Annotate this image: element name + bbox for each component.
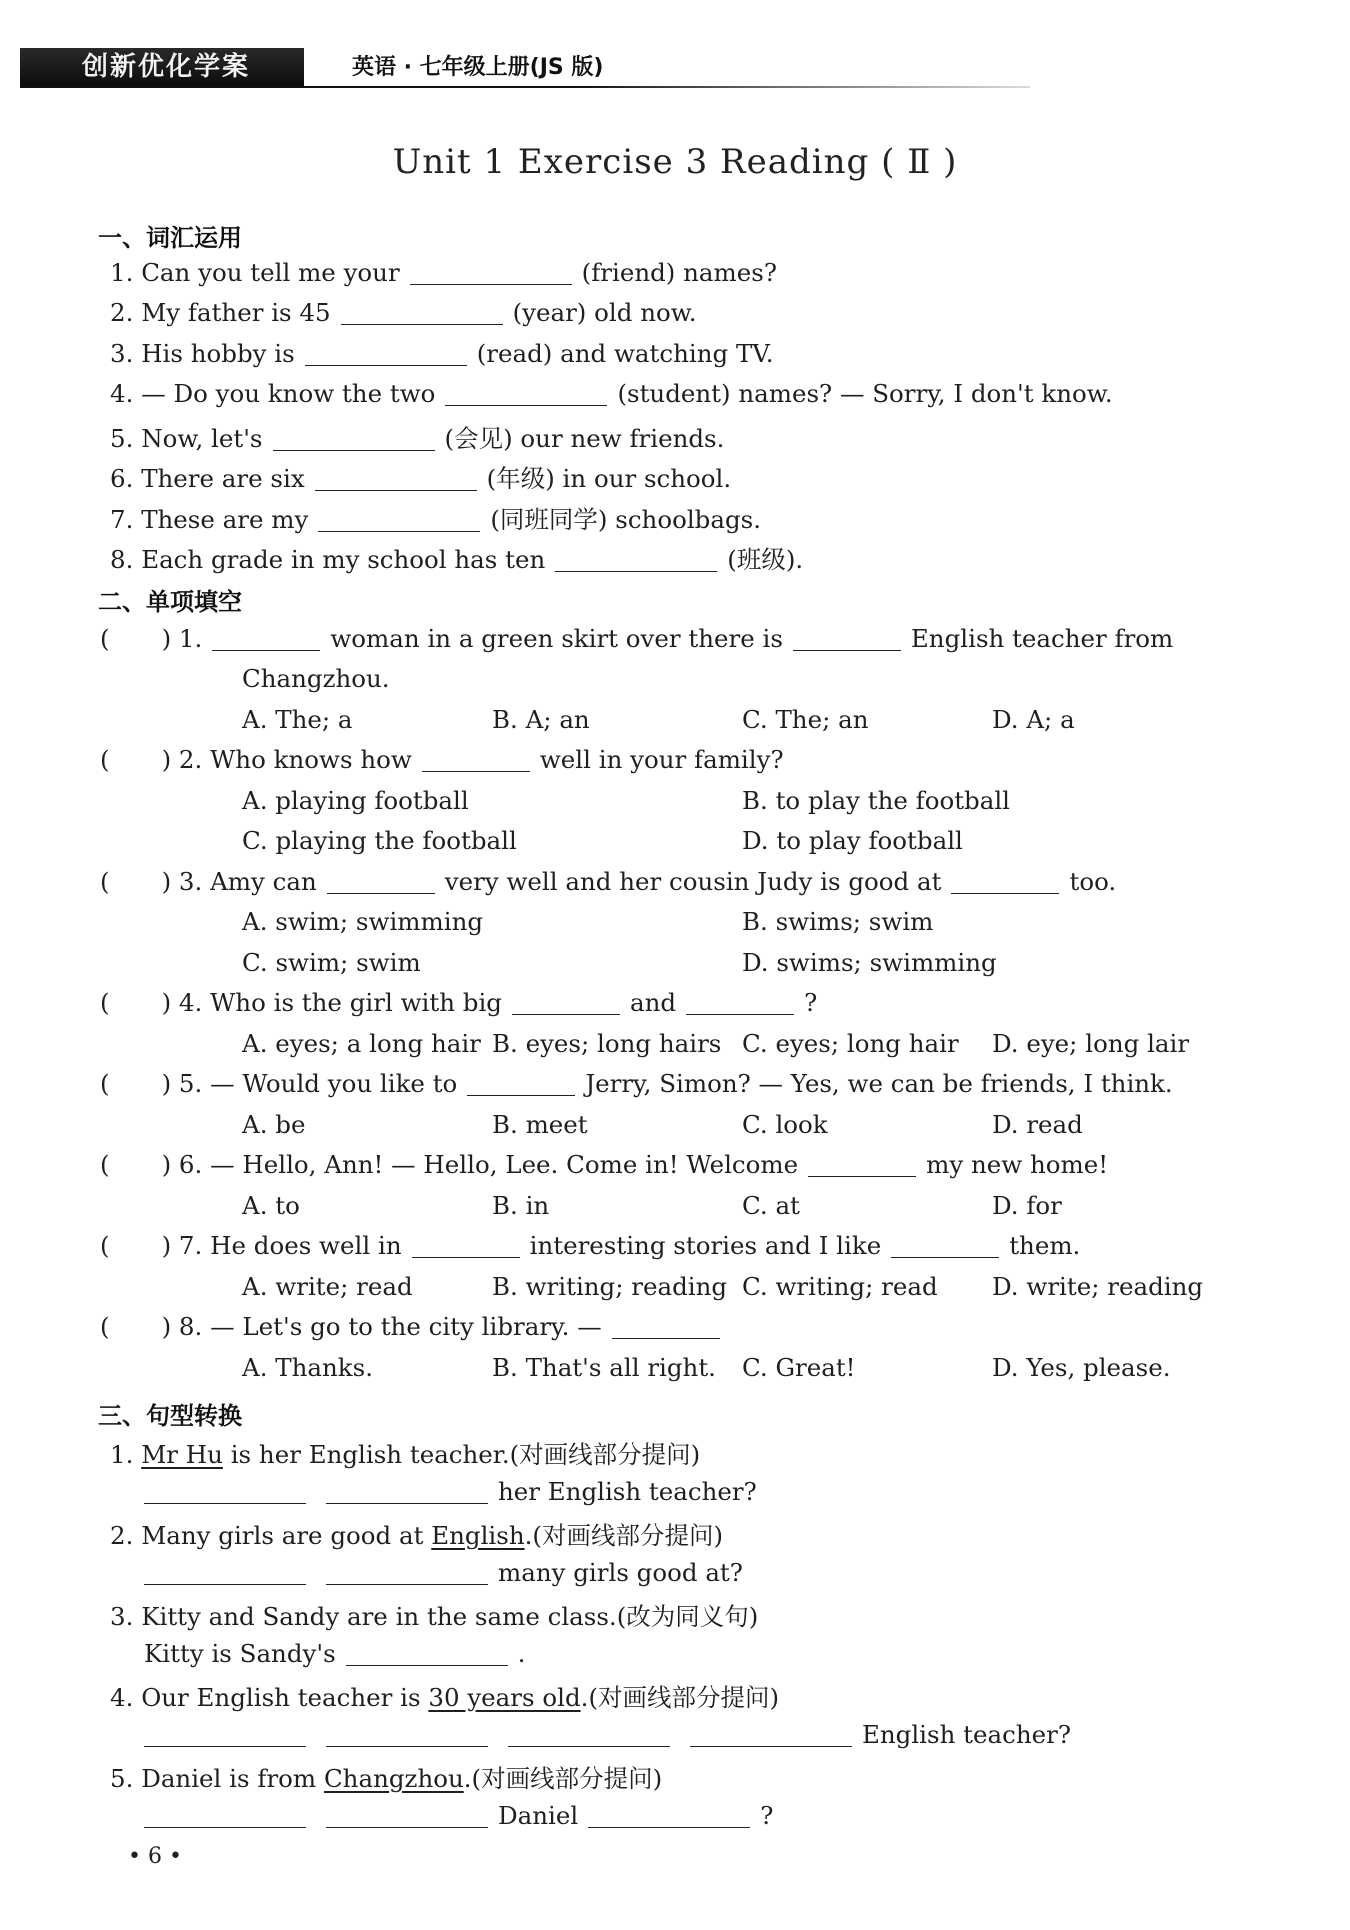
answer-blank[interactable] <box>326 1481 488 1504</box>
option-b[interactable]: B. meet <box>492 1110 588 1139</box>
answer-blank[interactable] <box>273 428 435 451</box>
vocab-item-4: 4. — Do you know the two (student) names? — Sorry, I don't know. <box>110 379 1113 408</box>
mc-question-6: ( ) 6. — Hello, Ann! — Hello, Lee. Come in! Welcome my new home! <box>100 1150 1109 1179</box>
series-logo-text: 创新优化学案 <box>82 52 251 82</box>
answer-blank[interactable] <box>588 1805 750 1828</box>
mc-question-1: ( ) 1. woman in a green skirt over there is English teacher from <box>100 624 1174 653</box>
transform-item-1: 1. Mr Hu is her English teacher.(对画线部分提问) <box>110 1440 701 1469</box>
option-d[interactable]: D. swims; swimming <box>742 948 997 977</box>
option-b[interactable]: B. in <box>492 1191 550 1220</box>
answer-blank[interactable] <box>410 262 572 285</box>
option-c[interactable]: C. eyes; long hair <box>742 1029 959 1058</box>
answer-blank[interactable] <box>612 1316 720 1339</box>
answer-blank[interactable] <box>467 1073 575 1096</box>
option-a[interactable]: A. write; read <box>242 1272 413 1301</box>
option-d[interactable]: D. Yes, please. <box>992 1353 1171 1382</box>
option-a[interactable]: A. to <box>242 1191 300 1220</box>
option-a[interactable]: A. swim; swimming <box>242 907 484 936</box>
transform-item-4: 4. Our English teacher is 30 years old.(对画线部分提问) <box>110 1683 780 1712</box>
mc-question-3: ( ) 3. Amy can very well and her cousin Judy is good at too. <box>100 867 1117 896</box>
answer-paren[interactable]: ( ) <box>100 745 172 774</box>
answer-blank[interactable] <box>144 1562 306 1585</box>
option-c[interactable]: C. swim; swim <box>242 948 421 977</box>
option-c[interactable]: C. playing the football <box>242 826 517 855</box>
mc-question-7: ( ) 7. He does well in interesting stories and I like them. <box>100 1231 1081 1260</box>
page-number: • 6 • <box>128 1844 182 1869</box>
option-d[interactable]: D. eye; long lair <box>992 1029 1190 1058</box>
answer-blank[interactable] <box>144 1805 306 1828</box>
vocab-item-8: 8. Each grade in my school has ten (班级). <box>110 545 804 574</box>
option-a[interactable]: A. The; a <box>242 705 353 734</box>
answer-blank[interactable] <box>315 468 477 491</box>
underlined-part: Changzhou <box>323 1764 464 1793</box>
option-a[interactable]: A. be <box>242 1110 306 1139</box>
mc-question-1-continued: Changzhou. <box>242 664 390 693</box>
header-rule <box>20 86 1030 88</box>
transform-answer-5: Daniel ? <box>134 1801 773 1830</box>
option-d[interactable]: D. A; a <box>992 705 1075 734</box>
answer-paren[interactable]: ( ) <box>100 1231 172 1260</box>
answer-paren[interactable]: ( ) <box>100 1150 172 1179</box>
section-heading-vocabulary: 一、词汇运用 <box>98 224 242 252</box>
mc-question-5: ( ) 5. — Would you like to Jerry, Simon? — Yes, we can be friends, I think. <box>100 1069 1173 1098</box>
answer-blank[interactable] <box>341 302 503 325</box>
option-c[interactable]: C. at <box>742 1191 800 1220</box>
vocab-item-6: 6. There are six (年级) in our school. <box>110 464 732 493</box>
option-d[interactable]: D. read <box>992 1110 1083 1139</box>
mc-question-8: ( ) 8. — Let's go to the city library. — <box>100 1312 730 1341</box>
vocab-item-3: 3. His hobby is (read) and watching TV. <box>110 339 774 368</box>
answer-blank[interactable] <box>512 992 620 1015</box>
section-heading-sentence-transformation: 三、句型转换 <box>98 1402 242 1430</box>
answer-blank[interactable] <box>327 871 435 894</box>
answer-blank[interactable] <box>305 343 467 366</box>
mc-question-4: ( ) 4. Who is the girl with big and ? <box>100 988 818 1017</box>
underlined-part: English <box>431 1521 525 1550</box>
subject-label: 英语 · 七年级上册(JS 版) <box>352 55 604 80</box>
option-b[interactable]: B. to play the football <box>742 786 1011 815</box>
answer-blank[interactable] <box>326 1562 488 1585</box>
answer-blank[interactable] <box>326 1805 488 1828</box>
transform-answer-4: English teacher? <box>134 1720 1071 1749</box>
option-a[interactable]: A. Thanks. <box>242 1353 373 1382</box>
answer-blank[interactable] <box>686 992 794 1015</box>
underlined-part: Mr Hu <box>141 1440 223 1469</box>
option-b[interactable]: B. A; an <box>492 705 590 734</box>
transform-item-5: 5. Daniel is from Changzhou.(对画线部分提问) <box>110 1764 663 1793</box>
vocab-item-7: 7. These are my (同班同学) schoolbags. <box>110 505 762 534</box>
transform-answer-2: many girls good at? <box>134 1558 743 1587</box>
mc-question-2: ( ) 2. Who knows how well in your family? <box>100 745 784 774</box>
option-a[interactable]: A. eyes; a long hair <box>242 1029 481 1058</box>
answer-blank[interactable] <box>793 628 901 651</box>
vocab-item-1: 1. Can you tell me your (friend) names? <box>110 258 777 287</box>
answer-blank[interactable] <box>690 1724 852 1747</box>
option-c[interactable]: C. look <box>742 1110 828 1139</box>
option-b[interactable]: B. writing; reading <box>492 1272 728 1301</box>
option-a[interactable]: A. playing football <box>242 786 469 815</box>
answer-blank[interactable] <box>144 1724 306 1747</box>
transform-answer-3: Kitty is Sandy's . <box>144 1639 526 1668</box>
answer-paren[interactable]: ( ) <box>100 1069 172 1098</box>
answer-blank[interactable] <box>318 509 480 532</box>
transform-answer-1: her English teacher? <box>134 1477 757 1506</box>
page-title: Unit 1 Exercise 3 Reading ( Ⅱ ) <box>392 142 958 182</box>
option-c[interactable]: C. writing; read <box>742 1272 938 1301</box>
series-logo <box>20 48 304 86</box>
answer-blank[interactable] <box>346 1643 508 1666</box>
transform-item-2: 2. Many girls are good at English.(对画线部分提问) <box>110 1521 724 1550</box>
option-b[interactable]: B. swims; swim <box>742 907 934 936</box>
answer-blank[interactable] <box>422 749 530 772</box>
answer-blank[interactable] <box>144 1481 306 1504</box>
answer-blank[interactable] <box>891 1235 999 1258</box>
answer-blank[interactable] <box>951 871 1059 894</box>
answer-blank[interactable] <box>412 1235 520 1258</box>
section-heading-multiple-choice: 二、单项填空 <box>98 588 242 616</box>
transform-item-3: 3. Kitty and Sandy are in the same class.(改为同义句) <box>110 1602 759 1631</box>
option-d[interactable]: D. write; reading <box>992 1272 1204 1301</box>
option-c[interactable]: C. The; an <box>742 705 869 734</box>
vocab-item-5: 5. Now, let's (会见) our new friends. <box>110 424 725 453</box>
option-b[interactable]: B. That's all right. <box>492 1353 716 1382</box>
answer-paren[interactable]: ( ) <box>100 988 172 1017</box>
underlined-part: 30 years old <box>428 1683 581 1712</box>
answer-blank[interactable] <box>555 549 717 572</box>
option-d[interactable]: D. to play football <box>742 826 963 855</box>
answer-paren[interactable]: ( ) <box>100 624 172 653</box>
option-b[interactable]: B. eyes; long hairs <box>492 1029 722 1058</box>
answer-blank[interactable] <box>445 383 607 406</box>
answer-blank[interactable] <box>212 628 320 651</box>
vocab-item-2: 2. My father is 45 (year) old now. <box>110 298 697 327</box>
answer-paren[interactable]: ( ) <box>100 867 172 896</box>
option-d[interactable]: D. for <box>992 1191 1062 1220</box>
answer-blank[interactable] <box>508 1724 670 1747</box>
answer-blank[interactable] <box>326 1724 488 1747</box>
answer-blank[interactable] <box>808 1154 916 1177</box>
answer-paren[interactable]: ( ) <box>100 1312 172 1341</box>
option-c[interactable]: C. Great! <box>742 1353 856 1382</box>
